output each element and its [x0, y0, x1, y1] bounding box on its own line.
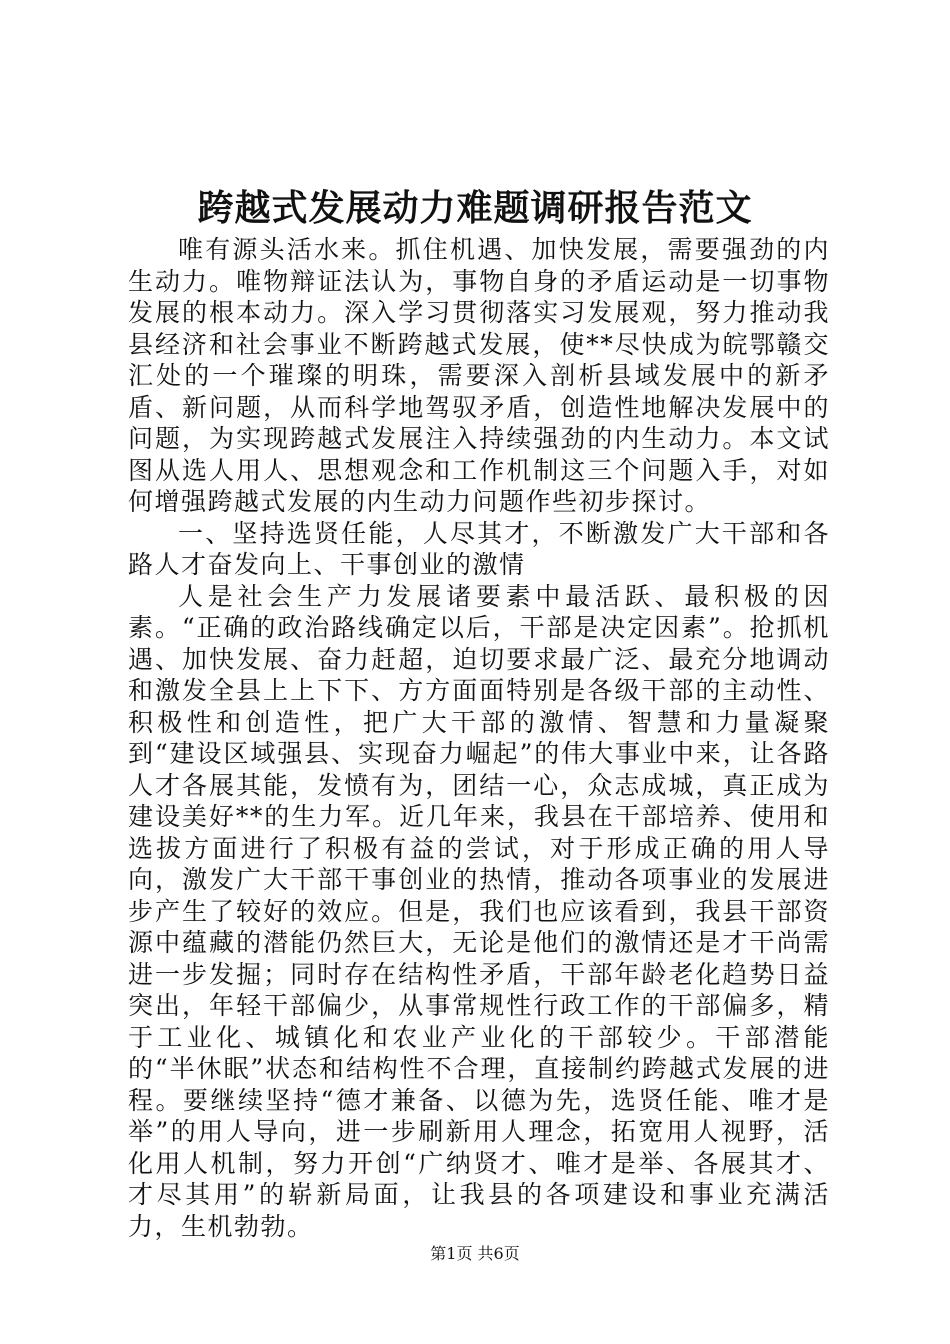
document-title: 跨越式发展动力难题调研报告范文 [197, 187, 753, 229]
section-heading-1: 一、坚持选贤任能，人尽其才，不断激发广大干部和各路人才奋发向上、干事创业的激情 [128, 518, 830, 579]
paragraph-intro: 唯有源头活水来。抓住机遇、加快发展，需要强劲的内生动力。唯物辩证法认为，事物自身的矛盾运动是一切事物发展的根本动力。深入学习贯彻落实习发展观，努力推动我县经济和社会事业不断跨越式发展，使**尽快成为皖鄂赣交汇处的一个璀璨的明珠，需要深入剖析县域发展中的新矛盾、新问题，从而科学地驾驭矛盾，创造性地解决发展中的问题，为实现跨越式发展注入持续强劲的内生动力。本文试图从选人用人、思想观念和工作机制这三个问题入手，对如何增强跨越式发展的内生动力问题作些初步探讨。 [128, 235, 830, 516]
page-footer: 第1页 共6页 [430, 1244, 520, 1263]
document-body [128, 234, 830, 1242]
paragraph-section-1: 人是社会生产力发展诸要素中最活跃、最积极的因素。“正确的政治路线确定以后，干部是决定因素”。抢抓机遇、加快发展、奋力赶超，迫切要求最广泛、最充分地调动和激发全县上上下下、方方面面特别是各级干部的主动性、积极性和创造性，把广大干部的激情、智慧和力量凝聚到“建设区域强县、实现奋力崛起”的伟大事业中来，让各路人才各展其能，发愤有为，团结一心，众志成城，真正成为建设美好**的生力军。近几年来，我县在干部培养、使用和选拔方面进行了积极有益的尝试，对于形成正确的用人导向，激发广大干部干事创业的热情，推动各项事业的发展进步产生了较好的效应。但是，我们也应该看到，我县干部资源中蕴藏的潜能仍然巨大，无论是他们的激情还是才干尚需进一步发掘；同时存在结构性矛盾，干部年龄老化趋势日益突出，年轻干部偏少，从事常规性行政工作的干部偏多，精于工业化、城镇化和农业产业化的干部较少。干部潜能的“半休眠”状态和结构性不合理，直接制约跨越式发展的进程。要继续坚持“德才兼备、以德为先，选贤任能、唯才是举”的用人导向，进一步刷新用人理念，拓宽用人视野，活化用人机制，努力开创“广纳贤才、唯才是举、各展其才、才尽其用”的崭新局面，让我县的各项建设和事业充满活力，生机勃勃。 [128, 581, 830, 1241]
